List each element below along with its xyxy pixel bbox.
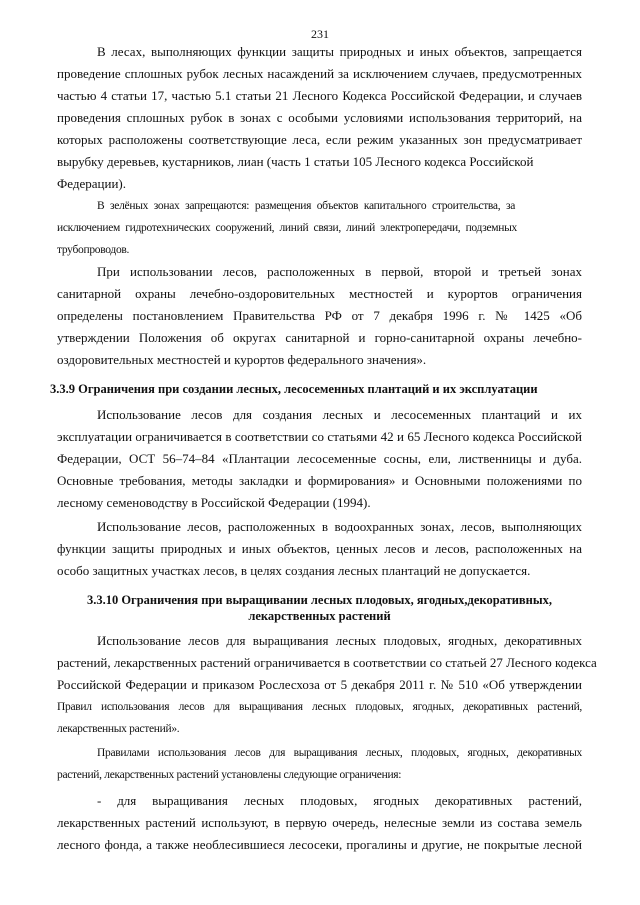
text-line: растений, лекарственных растений установлены следующие ограничения:	[57, 769, 402, 781]
text-line: трубопроводов.	[57, 244, 130, 256]
text-line: проведения сплошных рубок в зонах с особыми условиями использования территорий, на	[57, 110, 582, 125]
text-line: Основные требования, методы закладки и формирования» и Основными положениями по	[57, 473, 582, 488]
text-line: Федерации).	[57, 176, 126, 191]
text-line: которых расположены соответствующие леса, если режим указанных зон предусматривает	[57, 132, 582, 147]
text-line: вырубку деревьев, кустарников, лиан (часть 1 статьи 105 Лесного кодекса Российской	[57, 154, 534, 169]
text-line: лесного фонда, а также необлесившиеся лесосеки, прогалины и другие, не покрытые лесной	[57, 837, 582, 852]
text-line: утверждении Положения об округах санитарной и горно-санитарной охраны лечебно-	[57, 330, 582, 345]
text-line: особо защитных участках лесов, в целях создания лесных плантаций не допускается.	[57, 563, 531, 578]
text-line: Использование лесов, расположенных в водоохранных зонах, лесов, выполняющих	[97, 519, 582, 534]
section-heading: лекарственных растений	[248, 609, 391, 623]
text-line: эксплуатации ограничивается в соответствии со статьями 42 и 65 Лесного кодекса Российской	[57, 429, 582, 444]
text-line: При использовании лесов, расположенных в первой, второй и третьей зонах	[97, 264, 582, 279]
text-line: Правилами использования лесов для выращивания лесных, плодовых, ягодных, декоративных	[97, 747, 582, 759]
text-line: Правил использования лесов для выращивания лесных плодовых, ягодных, декоративных растений,	[57, 701, 582, 713]
text-line: лекарственных растений используют, в первую очередь, нелесные земли из состава земель	[57, 815, 582, 830]
list-item: - для выращивания лесных плодовых, ягодных декоративных растений,	[97, 793, 582, 808]
page-number: 231	[311, 27, 329, 41]
text-line: Использование лесов для выращивания лесных плодовых, ягодных, декоративных	[97, 633, 582, 648]
text-line: функции защиты природных и иных объектов, ценных лесов и лесов, расположенных на	[57, 541, 582, 556]
section-heading: 3.3.10 Ограничения при выращивании лесных плодовых, ягодных,декоративных,	[86, 593, 553, 607]
text-line: проведение сплошных рубок лесных насаждений за исключением случаев, предусмотренных	[57, 66, 582, 81]
text-line: Российской Федерации и приказом Рослесхоза от 5 декабря 2011 г. № 510 «Об утверждении	[57, 677, 582, 692]
text-line: В зелёных зонах запрещаются: размещения объектов капитального строительства, за	[97, 200, 515, 212]
text-line: В лесах, выполняющих функции защиты природных и иных объектов, запрещается	[97, 44, 582, 59]
text-line: частью 4 статьи 17, частью 5.1 статьи 21 Лесного Кодекса Российской Федерации, и случаев	[57, 88, 582, 103]
text-line: растений, лекарственных растений ограничивается в соответствии со статьей 27 Лесного кодекса	[57, 655, 597, 670]
text-line: оздоровительных местностей и курортов федерального значения».	[57, 352, 427, 367]
section-heading: 3.3.9 Ограничения при создании лесных, лесосеменных плантаций и их эксплуатации	[50, 382, 538, 396]
text-line: Использование лесов для создания лесных и лесосеменных плантаций и их	[97, 407, 582, 422]
text-line: исключением гидротехнических сооружений, линий связи, линий электропередачи, подземных	[57, 222, 517, 234]
text-line: лесному семеноводству в Российской Федерации (1994).	[57, 495, 371, 510]
text-line: лекарственных растений».	[57, 723, 180, 735]
text-line: Федерации, ОСТ 56–74–84 «Плантации лесосеменные сосны, ели, лиственницы и дуба.	[57, 451, 582, 466]
text-line: санитарной охраны лечебно-оздоровительных местностей и курортов ограничения	[57, 286, 582, 301]
text-line: определены постановлением Правительства РФ от 7 декабря 1996 г. № 1425 «Об	[57, 308, 582, 323]
